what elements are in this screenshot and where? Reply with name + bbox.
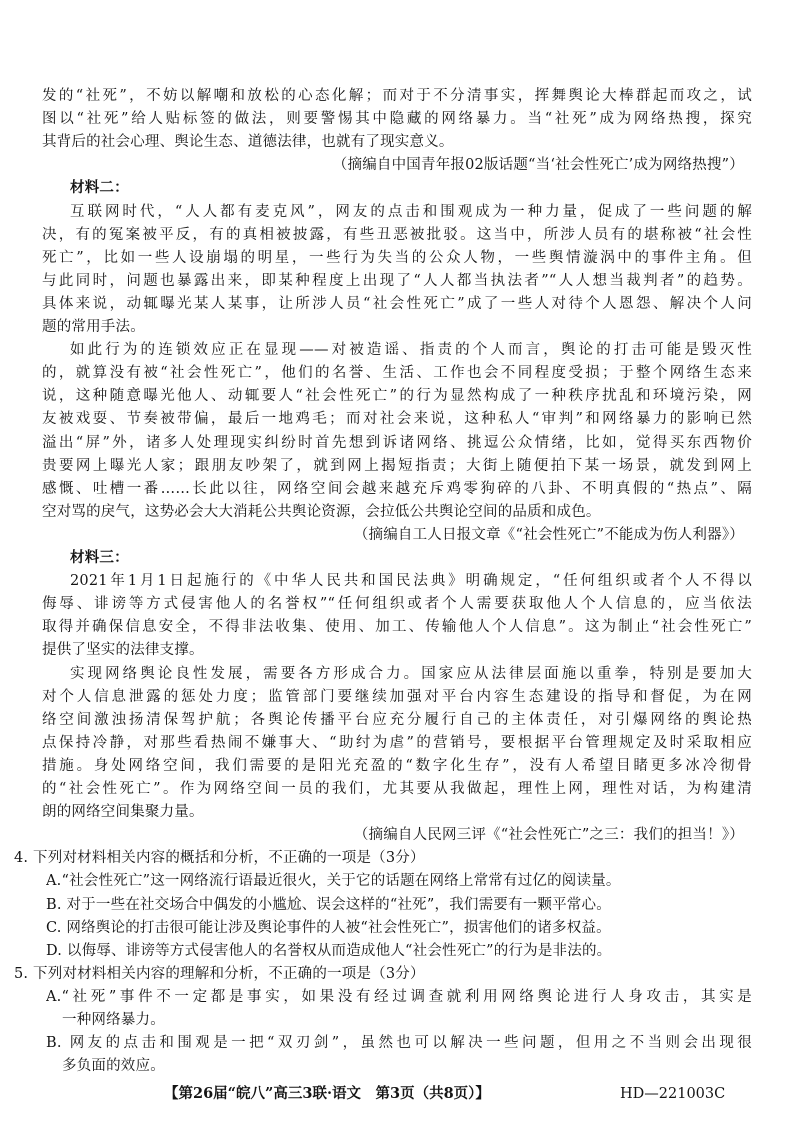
text-line: 络空间激浊扬清保驾护航；各舆论传播平台应充分履行自己的主体责任，对引爆网络的舆论热 <box>42 712 752 728</box>
source-citation: （摘编自人民网三评《“社会性死亡”之三：我们的担当！》） <box>353 827 744 843</box>
text-line: 的“社会性死亡”。作为网络空间一员的我们，尤其要从我做起，理性上网，理性对话，为构建清 <box>42 781 752 797</box>
text-line: 其背后的社会心理、舆论生态、道德法律，也就有了现实意义。 <box>42 134 454 150</box>
question-5-stem: 5. 下列对材料相关内容的理解和分析，不正确的一项是（3分） <box>14 966 425 982</box>
text-line: 具体来说，动辄曝光某人某事，让所涉人员“社会性死亡”成了一些人对待个人恩怨、解决个人问 <box>42 296 752 312</box>
text-line: 取得并确保信息安全，不得非法收集、使用、加工、传输他人个人信息”。这为制止“社会性死亡” <box>42 619 752 635</box>
text-line: 溢出“屏”外，诸多人处理现实纠纷时首先想到诉诸网络、挑逗公众情绪，比如，觉得买东西物价 <box>42 435 752 451</box>
text-line: 实现网络舆论良性发展，需要各方形成合力。国家应从法律层面施以重拳，特别是要加大 <box>70 666 752 682</box>
question-4-option-d: D. 以侮辱、诽谤等方式侵害他人的名誉权从而造成他人“社会性死亡”的行为是非法的。 <box>46 943 612 959</box>
text-line: 如此行为的连锁效应正在显现——对被造谣、指责的个人而言，舆论的打击可能是毁灭性 <box>70 342 752 358</box>
text-line: 说，这种随意曝光他人、动辄要人“社会性死亡”的行为显然构成了一种秩序扰乱和环境污染，网 <box>42 388 752 404</box>
question-4-stem: 4. 下列对材料相关内容的概括和分析，不正确的一项是（3分） <box>14 850 425 866</box>
text-line: 与此同时，问题也暴露出来，即某种程度上出现了“人人都当执法者”“人人想当裁判者”的趋势。 <box>42 273 752 289</box>
text-line: 发的“社死”，不妨以解嘲和放松的心态化解；而对于不分清事实，挥舞舆论大棒群起而攻之，试 <box>42 88 752 104</box>
footer-exam-info: 【第26届“皖八”高三3联·语文 第3页（共8页）】 <box>164 1085 490 1102</box>
source-citation: （摘编自工人日报文章《“社会性死亡”不能成为伤人利器》） <box>353 527 744 543</box>
material-heading: 材料三： <box>70 549 129 566</box>
question-5-option-a: A.“社死”事件不一定都是事实，如果没有经过调查就利用网络舆论进行人身攻击，其实是 <box>46 989 752 1005</box>
question-4-option-b: B. 对于一些在社交场合中偶发的小尴尬、误会这样的“社死”，我们需要有一颗平常心。 <box>46 897 611 913</box>
text-line: 措施。身处网络空间，我们需要的是阳光充盈的“数字化生存”，没有人希望目睹更多冰冷彻骨 <box>42 758 752 774</box>
page-footer <box>0 1083 794 1105</box>
text-line: 图以“社死”给人贴标签的做法，则要警惕其中隐藏的网络暴力。当“社死”成为网络热搜，探究 <box>42 111 752 127</box>
text-line: 2021年1月1日起施行的《中华人民共和国民法典》明确规定，“任何组织或者个人不得以 <box>70 573 752 589</box>
text-line: 感慨、吐槽一番……长此以往，网络空间会越来越充斥鸡零狗碎的八卦、不明真假的“热点”、隔 <box>42 481 752 497</box>
text-line: 贵要网上曝光人家；跟朋友吵架了，就到网上揭短指责；大街上随便拍下某一场景，就发到网上 <box>42 458 752 474</box>
question-4-option-c: C. 网络舆论的打击很可能让涉及舆论事件的人被“社会性死亡”，损害他们的诸多权益。 <box>46 920 611 936</box>
text-line: 题的常用手法。 <box>42 319 145 335</box>
text-line: 的，就算没有被“社会性死亡”，他们的名誉、生活、工作也会不同程度受损；于整个网络生态来 <box>42 365 752 381</box>
footer-code: HD—221003C <box>620 1086 726 1102</box>
text-line: 对个人信息泄露的惩处力度；监管部门要继续加强对平台内容生态建设的指导和督促，为在网 <box>42 689 752 705</box>
text-line: 死亡”，比如一些人设崩塌的明星，一些行为失当的公众人物，一些舆情漩涡中的事件主角。但 <box>42 250 752 266</box>
text-line: 点保持冷静，对那些看热闹不嫌事大、“助纣为虐”的营销号，要根据平台管理规定及时采取相应 <box>42 735 752 751</box>
text-line: 互联网时代，“人人都有麦克风”，网友的点击和围观成为一种力量，促成了一些问题的解 <box>70 204 752 220</box>
material-heading: 材料二： <box>70 179 129 196</box>
question-5-option-b-cont: 多负面的效应。 <box>62 1058 165 1074</box>
question-5-option-a-cont: 一种网络暴力。 <box>62 1012 165 1028</box>
question-4-option-a: A.“社会性死亡”这一网络流行语最近很火，关于它的话题在网络上常常有过亿的阅读量。 <box>46 873 621 889</box>
text-line: 决，有的冤案被平反，有的真相被披露，有些丑恶被批驳。这当中，所涉人员有的堪称被“社会性 <box>42 227 752 243</box>
text-line: 朗的网络空间集聚力量。 <box>42 804 204 820</box>
text-line: 空对骂的戾气，这势必会大大消耗公共舆论资源，会拉低公共舆论空间的品质和成色。 <box>42 504 601 520</box>
text-line: 提供了坚实的法律支撑。 <box>42 642 204 658</box>
source-citation: （摘编自中国青年报02版话题“当‘社会性死亡’成为网络热搜”） <box>332 157 744 173</box>
text-line: 侮辱、诽谤等方式侵害他人的名誉权”“任何组织或者个人需要获取他人个人信息的，应当依法 <box>42 596 752 612</box>
text-line: 友被戏耍、节奏被带偏，最后一地鸡毛；而对社会来说，这种私人“审判”和网络暴力的影响已然 <box>42 411 752 427</box>
question-5-option-b: B. 网友的点击和围观是一把“双刃剑”，虽然也可以解决一些问题，但用之不当则会出现很 <box>46 1035 752 1051</box>
